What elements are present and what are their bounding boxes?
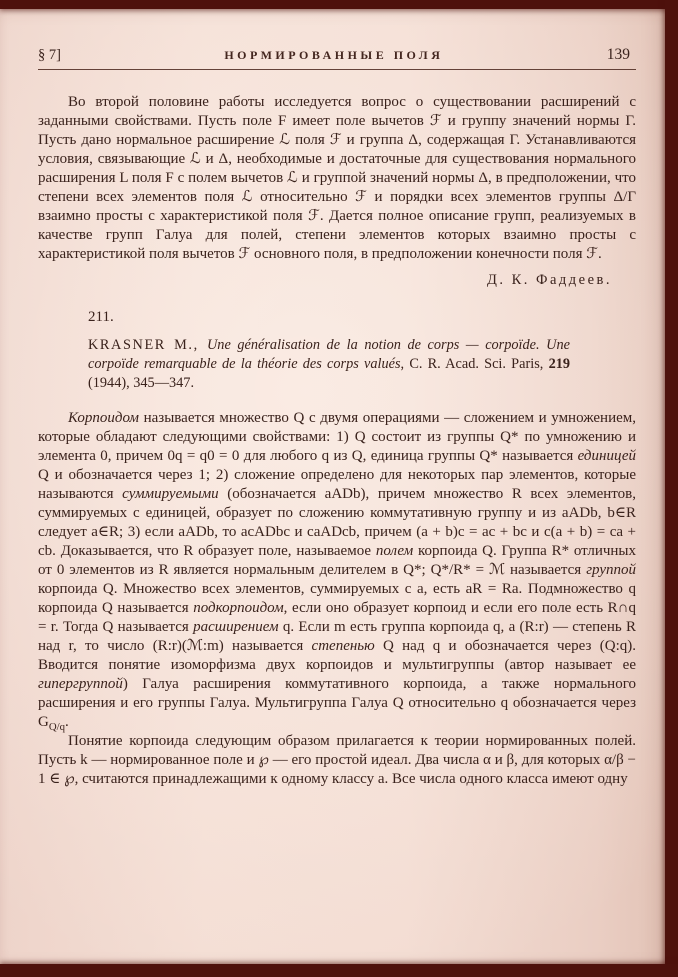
paragraph-abstract-conclusion: Во второй половине работы исследуется вопрос о существовании расширений с заданными свойствами. Пусть поле F имеет поле вычетов ℱ и группу значений нормы Γ. Пусть дано нормальное расширение ℒ поля ℱ и группа Δ, содержащая Γ. Устанавливаются условия, связывающие ℒ и Δ, необходимые и достаточные для существования нормального расширения L поля F с полем вычетов ℒ и группой значений нормы Δ, в предположении, что степени всех элементов поля ℒ относительно ℱ и порядки всех элементов группы Δ/Γ взаимно просты с характеристикой поля ℱ. Дается полное описание групп, реализуемых в качестве групп Галуа для полей, степени элементов которых взаимно просты с характеристикой поля вычетов ℱ основного поля, в предположении конечности поля ℱ. — [38, 94, 636, 262]
page-number: 139 — [606, 46, 630, 63]
scan-edge-right — [665, 0, 678, 977]
scan-edge-top — [0, 0, 678, 9]
page-body — [38, 93, 636, 789]
section-marker: § 7] — [38, 47, 61, 63]
scan-edge-bottom — [0, 964, 678, 977]
entry-number: 211. — [88, 309, 114, 325]
paragraph-review-continued: Понятие корпоида следующим образом прилагается к теории нормированных полей. Пусть k — нормированное поле и ℘ — его простой идеал. Два числа α и β, для которых α/β − 1 ∈ ℘, считаются принадлежащими к одному классу a. Все числа одного класса имеют одну — [38, 733, 636, 787]
reference-citation: KRASNER M., Une généralisation de la notion de corps — corpoïde. Une corpoïde remarquable de la théorie des corps valués, C. R. Acad. Sci. Paris, 219 (1944), 345—347. — [88, 337, 571, 391]
page-header — [38, 46, 630, 64]
header-rule — [38, 69, 636, 70]
running-title: НОРМИРОВАННЫЕ ПОЛЯ — [224, 48, 444, 62]
paragraph-review: Корпоидом называется множество Q с двумя операциями — сложением и умножением, которые обладают следующими свойствами: 1) Q состоит из группы Q* по умножению и элемента 0, причем 0q = q0 = 0 для любого q из Q, единица группы Q* называется единицей Q и обозначается через 1; 2) сложение определено для некоторых пар элементов, которые называются суммируемыми (обозначается aADb), причем множество R всех элементов, суммируемых с единицей, образует по сложению коммутативную группу и из aADb, b∈R следует a∈R; 3) если aADb, то acADbc и caADcb, причем (a + b)c = ac + bc и c(a + b) = ca + cb. Доказывается, что R образует поле, называемое полем корпоида Q. Группа R* отличных от 0 элементов из R является нормальным делителем в Q*; Q*/R* = ℳ называется группой корпоида Q. Множество всех элементов, суммируемых с a, есть aR = Ra. Подмножество q корпоида Q называется подкорпоидом, если оно образует корпоид и если его поле есть R∩q = r. Тогда Q называется расширением q. Если m есть группа корпоида q, а (R:r) — степень R над r, то число (R:r)(ℳ:m) называется степенью Q над q и обозначается через (Q:q). Вводится понятие изоморфизма двух корпоидов и мультигруппы (автор называет ее гипергруппой) Галуа расширения коммутативного корпоида, а также нормального расширения и его группы Галуа. Мультигруппа Галуа Q относительно q обозначается через $G_{Q/q}$. — [38, 410, 637, 733]
reviewer-signature: Д. К. Фаддеев. — [486, 272, 612, 288]
